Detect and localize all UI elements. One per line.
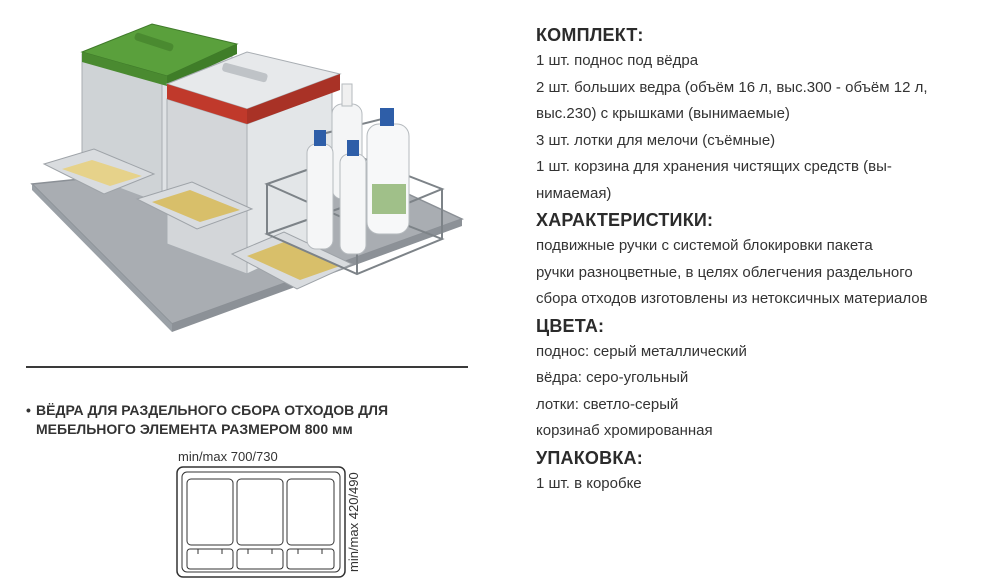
plan-tray-1 xyxy=(187,549,233,569)
color-line: поднос: серый металлический xyxy=(536,342,747,360)
packaging-line: 1 шт. в коробке xyxy=(536,474,642,492)
bullet-symbol: • xyxy=(26,402,31,418)
product-caption xyxy=(26,401,446,439)
feature-line: ручки разноцветные, в целях облегчения раздельного xyxy=(536,263,913,281)
plan-tray-2 xyxy=(237,549,283,569)
feature-line: сбора отходов изготовлены из нетоксичных материалов xyxy=(536,290,928,307)
width-dimension: min/max 700/730 xyxy=(178,449,278,464)
section-title-packaging: УПАКОВКА: xyxy=(536,447,643,468)
spec-column xyxy=(536,22,976,497)
section-title-kit: КОМПЛЕКТ: xyxy=(536,25,644,45)
section-title-colors: ЦВЕТА: xyxy=(536,315,605,336)
kit-line: 1 шт. корзина для хранения чистящих средств (вы- xyxy=(536,158,892,175)
plan-bin-2 xyxy=(237,479,283,545)
depth-dimension: min/max 420/490 xyxy=(346,472,361,572)
color-line: корзинаб хромированная xyxy=(536,422,713,439)
kit-line: 1 шт. поднос под вёдра xyxy=(536,52,699,69)
section-divider xyxy=(26,366,468,368)
kit-line: 2 шт. больших ведра (объём 16 л, выс.300 - объём 12 л, xyxy=(536,78,928,96)
plan-outer-frame xyxy=(177,467,345,577)
kit-line: выс.230) с крышками (вынимаемые) xyxy=(536,105,790,122)
color-line: вёдра: серо-угольный xyxy=(536,369,689,386)
feature-line: подвижные ручки с системой блокировки пакета xyxy=(536,237,873,254)
product-photo xyxy=(22,4,482,344)
plan-inner-frame xyxy=(182,472,340,572)
section-title-features: ХАРАКТЕРИСТИКИ: xyxy=(536,210,714,230)
kit-line: 3 шт. лотки для мелочи (съёмные) xyxy=(536,131,776,149)
plan-tray-3 xyxy=(287,549,334,569)
plan-bin-1 xyxy=(187,479,233,545)
kit-line: нимаемая) xyxy=(536,184,612,202)
plan-drawing xyxy=(176,466,346,578)
color-line: лотки: светло-серый xyxy=(536,395,679,413)
caption-text: ВЁДРА ДЛЯ РАЗДЕЛЬНОГО СБОРА ОТХОДОВ ДЛЯ МЕБЕЛЬНОГО ЭЛЕМЕНТА РАЗМЕРОМ 800 мм xyxy=(36,402,389,437)
plan-bin-3 xyxy=(287,479,334,545)
